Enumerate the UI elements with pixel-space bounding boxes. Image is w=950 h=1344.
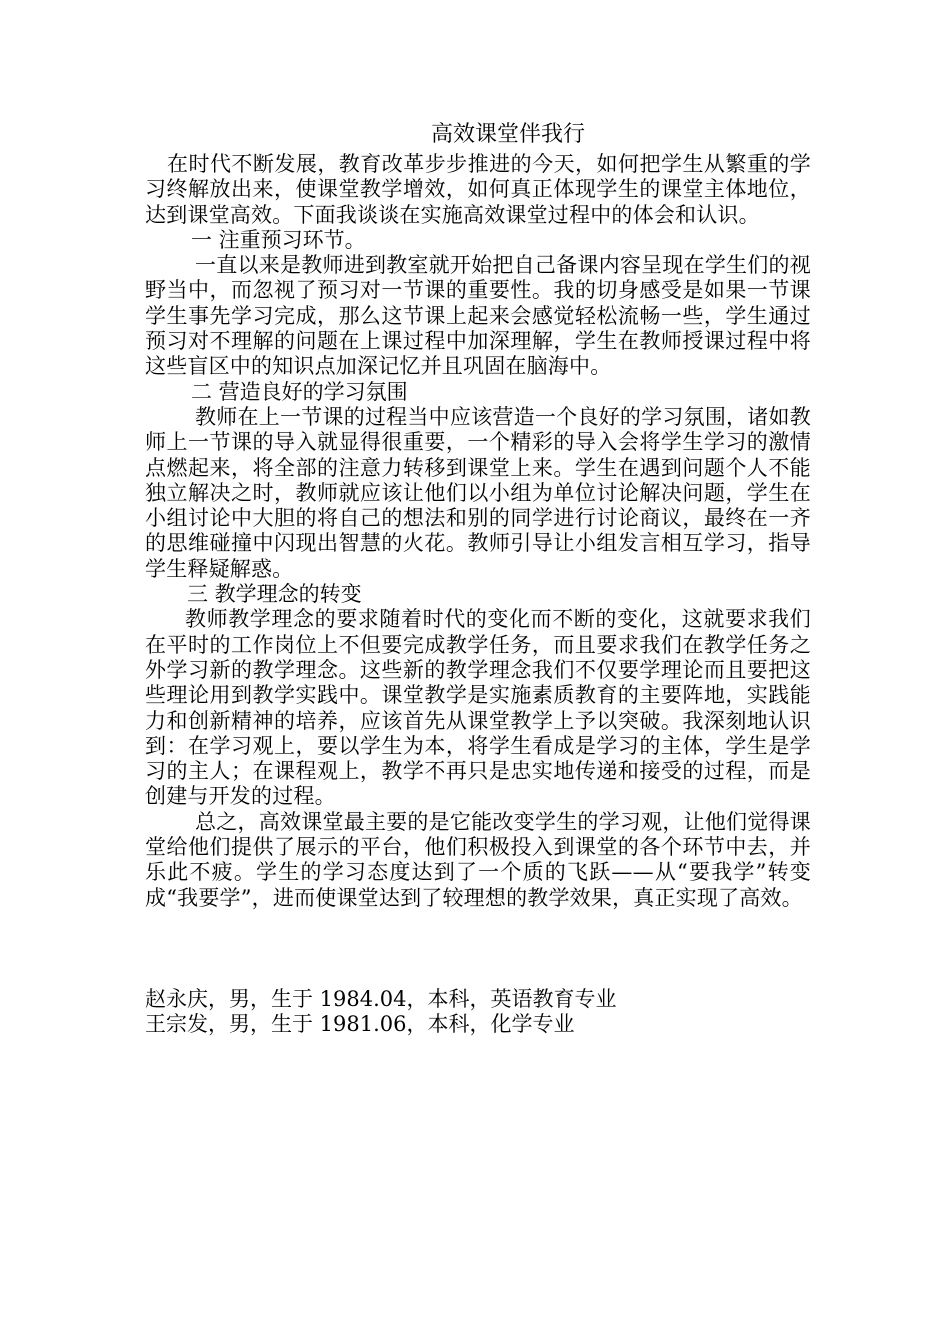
spacer <box>145 911 811 987</box>
section-2-body: 教师在上一节课的过程当中应该营造一个良好的学习氛围，诸如教师上一节课的导入就显得很重要，一个精彩的导入会将学生学习的激情点燃起来，将全部的注意力转移到课堂上来。学生在遇到问题个人不能独立解决之时，教师就应该让他们以小组为单位讨论解决问题，学生在小组讨论中大胆的将自己的想法和别的同学进行讨论商议，最终在一齐的思维碰撞中闪现出智慧的火花。教师引导让小组发言相互学习，指导学生释疑解惑。 <box>145 404 811 581</box>
conclusion-paragraph: 总之，高效课堂最主要的是它能改变学生的学习观，让他们觉得课堂给他们提供了展示的平台，他们积极投入到课堂的各个环节中去，并乐此不疲。学生的学习态度达到了一个质的飞跃——从“要我学”转变成“我要学”，进而使课堂达到了较理想的教学效果，真正实现了高效。 <box>145 809 811 910</box>
section-3-body: 教师教学理念的要求随着时代的变化而不断的变化，这就要求我们在平时的工作岗位上不但要完成教学任务，而且要求我们在教学任务之外学习新的教学理念。这些新的教学理念我们不仅要学理论而且要把这些理论用到教学实践中。课堂教学是实施素质教育的主要阵地，实践能力和创新精神的培养，应该首先从课堂教学上予以突破。我深刻地认识到：在学习观上，要以学生为本，将学生看成是学习的主体，学生是学习的主人；在课程观上，教学不再只是忠实地传递和接受的过程，而是创建与开发的过程。 <box>145 607 811 809</box>
document-title: 高效课堂伴我行 <box>430 122 585 147</box>
section-2-heading: 二 营造良好的学习氛围 <box>191 379 408 404</box>
section-1-heading: 一 注重预习环节。 <box>191 227 366 252</box>
document-page <box>145 122 811 1038</box>
section-3-heading: 三 教学理念的转变 <box>187 582 362 607</box>
author-line-2: 王宗发，男，生于 1981.06，本科，化学专业 <box>145 1012 575 1037</box>
author-line-1: 赵永庆，男，生于 1984.04，本科，英语教育专业 <box>145 986 617 1011</box>
section-1-body: 一直以来是教师进到教室就开始把自己备课内容呈现在学生们的视野当中，而忽视了预习对一节课的重要性。我的切身感受是如果一节课学生事先学习完成，那么这节课上起来会感觉轻松流畅一些，学生通过预习对不理解的问题在上课过程中加深理解，学生在教师授课过程中将这些盲区中的知识点加深记忆并且巩固在脑海中。 <box>145 253 811 379</box>
intro-paragraph: 在时代不断发展，教育改革步步推进的今天，如何把学生从繁重的学习终解放出来，使课堂教学增效，如何真正体现学生的课堂主体地位，达到课堂高效。下面我谈谈在实施高效课堂过程中的体会和认识。 <box>145 152 811 227</box>
